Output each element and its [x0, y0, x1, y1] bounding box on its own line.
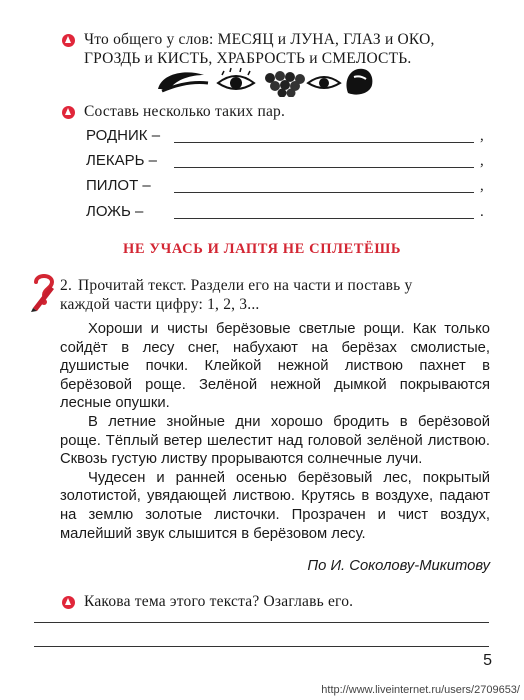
task2-prompt: Составь несколько таких пар. [84, 103, 286, 120]
exercise-number: 2. [60, 277, 73, 294]
eye-icon [218, 68, 254, 89]
pictogram-row [156, 67, 376, 97]
task-marker-icon [62, 106, 75, 119]
pair-word: РОДНИК – [86, 127, 161, 144]
crescent-moon-icon [158, 72, 208, 91]
answer-blank[interactable] [174, 218, 474, 219]
task1-line1: Что общего у слов: МЕСЯЦ и ЛУНА, ГЛАЗ и ОКО, [84, 31, 435, 48]
exercise2-line2: каждой части цифру: 1, 2, 3... [60, 296, 260, 313]
pair-punctuation: , [480, 153, 484, 169]
pair-punctuation: . [480, 204, 484, 220]
task1-line2: ГРОЗДЬ и КИСТЬ, ХРАБРОСТЬ и СМЕЛОСТЬ. [84, 50, 412, 67]
paragraph: Чудесен и ранней осенью берёзовый лес, покрытый золотистой, увядающей листвою. Крутясь в воздухе, падают на землю золотые листочки. Прозрачен и чист воздух, малейший звук слышится в берёзовом лесу. [60, 469, 490, 542]
paragraph: В летние знойные дни хорошо бродить в берёзовой роще. Тёплый ветер шелестит над головой зелёной листвою. Сквозь густую листву прорываются солнечные лучи. [60, 413, 490, 468]
answer-line[interactable] [34, 646, 489, 647]
pair-punctuation: , [480, 128, 484, 144]
answer-blank[interactable] [174, 192, 474, 193]
task-marker-icon [62, 34, 75, 47]
task1-text [84, 30, 504, 68]
task-marker-icon [62, 596, 75, 609]
answer-line[interactable] [34, 622, 489, 623]
eye-icon [308, 77, 340, 88]
answer-blank[interactable] [174, 142, 474, 143]
answer-blank[interactable] [174, 167, 474, 168]
grape-cluster-icon [265, 71, 305, 97]
author-attribution: По И. Соколову-Микитову [307, 558, 490, 574]
exercise2-line1: Прочитай текст. Раздели его на части и поставь у [78, 277, 413, 294]
paragraph: Хороши и чисты берёзовые светлые рощи. Как только сойдёт в лесу снег, набухают на берёзах смолистые, душистые почки. Клейкой нежной листвою пахнет в берёзовой роще. Зелёной нежной дымкой покрываются лесные опушки. [60, 321, 490, 412]
reading-passage [60, 320, 490, 543]
task3-prompt: Какова тема этого текста? Озаглавь его. [84, 593, 354, 610]
section-title: НЕ УЧАСЬ И ЛАПТЯ НЕ СПЛЕТЁШЬ [122, 241, 402, 257]
exercise2-instructions [60, 276, 490, 314]
pair-word: ПИЛОТ – [86, 177, 151, 194]
pair-word: ЛЕКАРЬ – [86, 152, 157, 169]
watermark-url: http://www.liveinternet.ru/users/2709653/ [321, 684, 520, 696]
pair-word: ЛОЖЬ – [86, 203, 144, 220]
question-pen-icon [30, 272, 58, 312]
brave-face-icon [346, 69, 372, 95]
pair-punctuation: , [480, 178, 484, 194]
page-number: 5 [483, 652, 492, 669]
